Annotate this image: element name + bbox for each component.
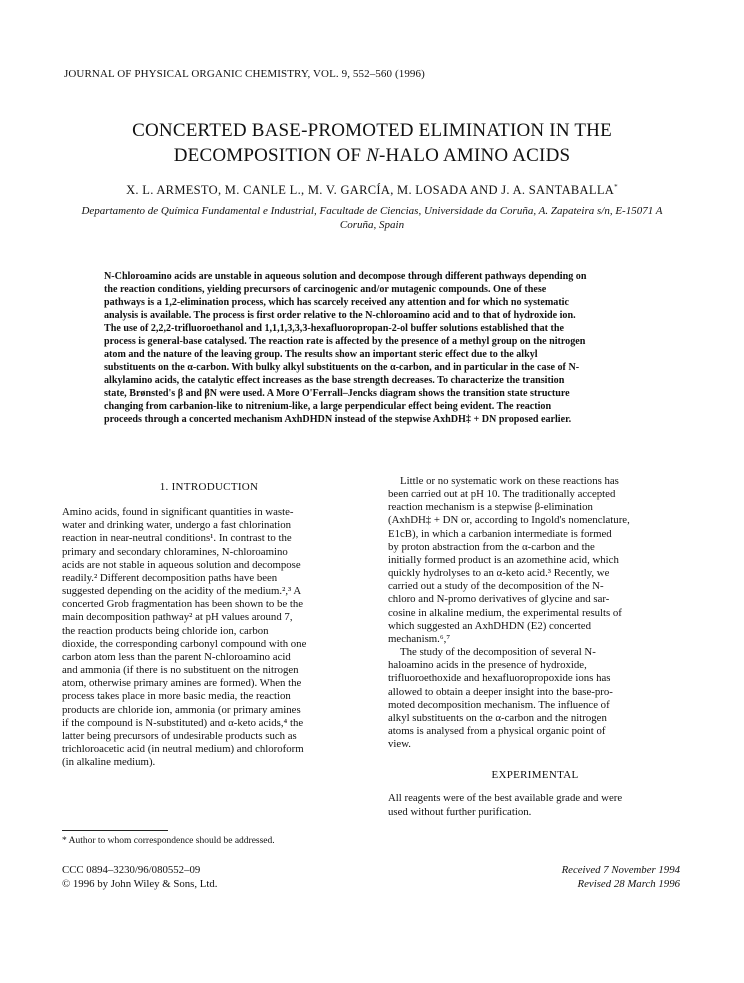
right-line: haloamino acids in the presence of hydroxide, [388, 659, 587, 672]
corresponding-author-footnote: * Author to whom correspondence should be addressed. [62, 836, 275, 846]
right-line: atoms is analysed from a physical organic point of [388, 724, 606, 737]
right-line: The study of the decomposition of several N- [400, 646, 596, 659]
ccc-code: CCC 0894–3230/96/080552–09 [62, 864, 201, 876]
right-line: been carried out at pH 10. The traditionally accepted [388, 488, 616, 501]
right-paragraph-2 [388, 646, 682, 751]
intro-line: suggested depending on the acidity of the medium.²,³ A [62, 585, 302, 598]
intro-line: dioxide, the corresponding carbonyl compound with one [62, 637, 307, 650]
article-title [60, 118, 684, 168]
abstract-line: N-Chloroamino acids are unstable in aqueous solution and decompose through different pathways depending on [104, 271, 587, 282]
affiliation-line-1: Departamento de Química Fundamental e Industrial, Facultade de Ciencias, Universidade da Coruña, A. Zapateira s/n, E-15071 A [81, 205, 663, 217]
experimental-line: All reagents were of the best available grade and were [388, 792, 623, 805]
intro-line: atom, otherwise primary amines are formed). When the [62, 677, 302, 690]
footnote-divider [62, 830, 168, 831]
abstract-line: the reaction conditions, yielding precursors of carcinogenic and/or mutagenic compounds. One of these [104, 284, 547, 295]
intro-line: process takes place in more basic media, the reaction [62, 690, 291, 703]
running-head: JOURNAL OF PHYSICAL ORGANIC CHEMISTRY, VOL. 9, 552–560 (1996) [64, 68, 425, 80]
right-line: allowed to obtain a deeper insight into the base-pro- [388, 685, 613, 698]
intro-paragraph [62, 506, 356, 769]
authors-text: X. L. ARMESTO, M. CANLE L., M. V. GARCÍA, M. LOSADA AND J. A. SANTABALLA [126, 183, 615, 197]
intro-line: carbon atom less than the parent N-chloroamino acid [62, 650, 291, 663]
affiliation-line-2: Coruña, Spain [339, 219, 405, 231]
right-line: cosine in alkaline medium, the experimental results of [388, 606, 622, 619]
heading-spacer [62, 494, 356, 506]
intro-line: readily.² Different decomposition paths have been [62, 571, 278, 584]
abstract-line: process is general-base catalysed. The reaction rate is affected by the presence of a methyl group on the nitrogen [104, 336, 586, 347]
title-line-2-italic: N [366, 145, 379, 166]
abstract-line: substituents on the α-carbon. With bulky alkyl substituents on the α-carbon, and in particular in the case of N- [104, 362, 580, 373]
section-spacer [388, 751, 682, 769]
abstract [104, 270, 640, 426]
received-dates [562, 864, 680, 891]
heading-spacer [388, 782, 682, 792]
experimental-heading: EXPERIMENTAL [491, 769, 579, 782]
revised-date: Revised 28 March 1996 [577, 877, 680, 890]
intro-line: (in alkaline medium). [62, 756, 156, 769]
copyright-line: © 1996 by John Wiley & Sons, Ltd. [62, 877, 218, 890]
right-line: alkyl substituents on the α-carbon and the nitrogen [388, 711, 607, 724]
right-paragraph-1 [388, 475, 682, 646]
right-line: by proton abstraction from the α-carbon and the [388, 540, 595, 553]
abstract-line: atom and the nature of the leaving group. The results show an important steric effect due to the alkyl [104, 349, 538, 360]
abstract-line: alkylamino acids, the catalytic effect increases as the base strength decreases. To characterize the transition [104, 375, 565, 386]
experimental-line: used without further purification. [388, 805, 532, 818]
right-line: view. [388, 738, 411, 751]
intro-line: water and drinking water, undergo a fast chlorination [62, 519, 292, 532]
right-column [388, 475, 682, 819]
abstract-line: analysis is available. The process is first order relative to the N-chloroamino acid and to that of hydroxide ion. [104, 310, 576, 321]
intro-line: products are chloride ion, ammonia (or primary amines [62, 703, 301, 716]
right-line: reaction mechanism is a stepwise β-elimination [388, 501, 593, 514]
right-line: moted decomposition mechanism. The influence of [388, 698, 610, 711]
introduction-heading: 1. INTRODUCTION [159, 481, 259, 493]
right-line: (AxhDH‡ + DN or, according to Ingold's nomenclature, [388, 514, 630, 527]
right-line: initially formed product is an azomethine acid, which [388, 553, 619, 566]
right-line: chloro and N-promo derivatives of glycine and sar- [388, 593, 610, 606]
received-date: Received 7 November 1994 [561, 864, 680, 876]
right-line: carried out a study of the decomposition of the N- [388, 580, 604, 593]
intro-line: and ammonia (if there is no substituent on the nitrogen [62, 664, 299, 677]
title-line-2-prefix: DECOMPOSITION OF [173, 145, 367, 166]
intro-line: concerted Grob fragmentation has been shown to be the [62, 598, 304, 611]
intro-line: acids are not stable in aqueous solution and decompose [62, 558, 301, 571]
left-column [62, 481, 356, 769]
title-line-2 [60, 143, 684, 168]
experimental-paragraph [388, 792, 682, 818]
abstract-line: pathways is a 1,2-elimination process, which has scarcely received any attention and for which no systematic [104, 297, 569, 308]
copyright-block [62, 864, 217, 891]
right-line: E1cB), in which a carbanion intermediate is formed [388, 527, 612, 540]
abstract-line: proceeds through a concerted mechanism AxhDHDN instead of the stepwise AxhDH‡ + DN proposed earlier. [104, 414, 572, 425]
intro-line: trichloroacetic acid (in neutral medium) and chloroform [62, 742, 304, 755]
intro-line: the reaction products being chloride ion, carbon [62, 624, 269, 637]
intro-line: primary and secondary chloramines, N-chloroamino [62, 545, 288, 558]
intro-line: Amino acids, found in significant quantities in waste- [62, 506, 294, 519]
intro-line: reaction in near-neutral conditions¹. In contrast to the [62, 532, 292, 545]
title-line-2-suffix: -HALO AMINO ACIDS [378, 145, 571, 166]
abstract-line: changing from carbanion-like to nitrenium-like, a large perpendicular effect being evident. The reaction [104, 401, 552, 412]
title-line-1: CONCERTED BASE-PROMOTED ELIMINATION IN THE [132, 120, 612, 141]
intro-line: latter being precursors of undesirable products such as [62, 729, 297, 742]
intro-line: if the compound is N-substituted) and α-keto acids,⁴ the [62, 716, 304, 729]
affiliation [60, 204, 684, 232]
author-list [60, 183, 684, 198]
right-line: Little or no systematic work on these reactions has [400, 475, 619, 487]
abstract-line: The use of 2,2,2-trifluoroethanol and 1,1,1,3,3,3-hexafluoropropan-2-ol buffer solutions established that the [104, 323, 564, 334]
right-line: which suggested an AxhDHDN (E2) concerted [388, 619, 591, 632]
right-line: quickly hydrolyses to an α-keto acid.³ Recently, we [388, 567, 610, 580]
corresponding-author-mark: * [614, 182, 618, 191]
right-line: trifluoroethoxide and hexafluoropropoxide ions has [388, 672, 611, 685]
intro-line: main decomposition pathway² at pH values around 7, [62, 611, 293, 624]
right-line: mechanism.⁶,⁷ [388, 632, 451, 645]
abstract-line: state, Brønsted's β and βN were used. A More O'Ferrall–Jencks diagram shows the transition state structure [104, 388, 570, 399]
